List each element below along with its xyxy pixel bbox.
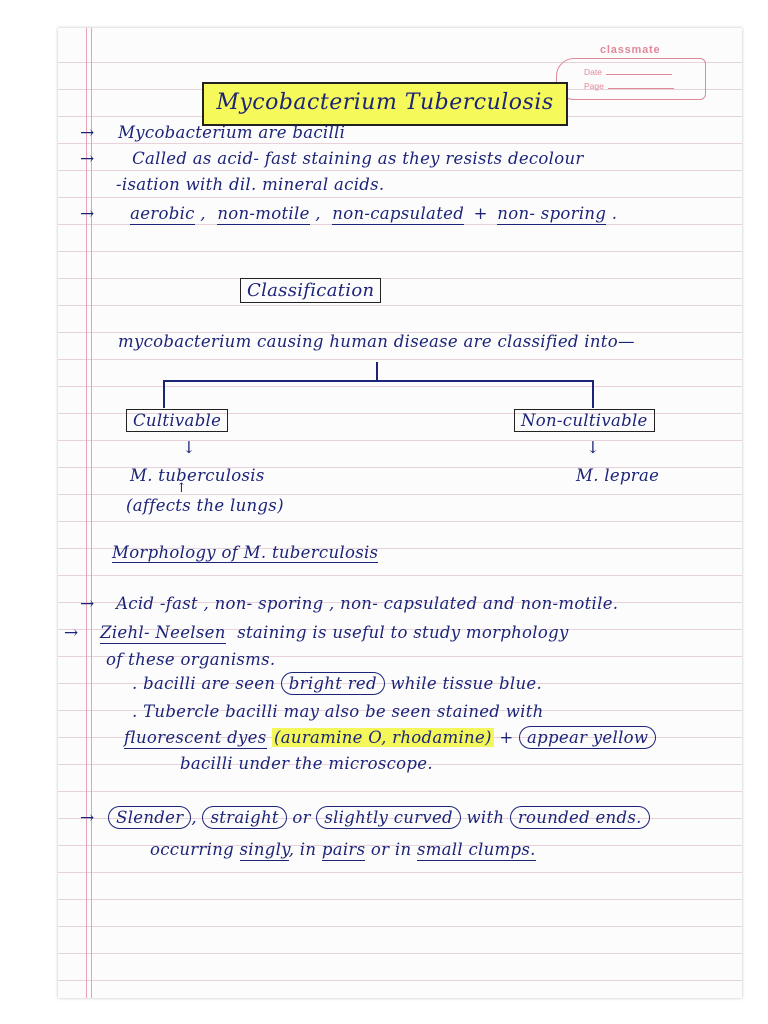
classification-statement: mycobacterium causing human disease are classified into— xyxy=(118,332,635,351)
arrow-icon: → xyxy=(80,149,95,169)
arrow-icon: → xyxy=(80,123,95,143)
stamp-page-label: Page xyxy=(584,81,674,91)
notebook-page xyxy=(58,28,742,998)
tree-branch xyxy=(163,380,593,382)
classification-heading: Classification xyxy=(240,278,381,303)
morphology-line-3: of these organisms. xyxy=(106,650,276,669)
intro-properties-line xyxy=(80,204,617,224)
morphology-line-2-text: staining is useful to study morphology xyxy=(237,623,569,642)
or-in-text: or in xyxy=(370,840,412,859)
property-aerobic: aerobic xyxy=(130,204,195,223)
occurring-line xyxy=(150,840,536,859)
down-arrow-icon: ↓ xyxy=(182,438,197,457)
intro-line-1-text: Mycobacterium are bacilli xyxy=(118,123,346,142)
under-microscope-line: bacilli under the microscope. xyxy=(180,754,433,773)
up-arrow-icon: ↑ xyxy=(176,481,188,496)
stamp-frame xyxy=(556,58,706,100)
morphology-line-1-text: Acid -fast , non- sporing , non- capsulated and non-motile. xyxy=(116,594,619,613)
period: . xyxy=(611,204,618,223)
property-non-capsulated: non-capsulated xyxy=(332,204,465,223)
title-box xyxy=(202,82,568,126)
small-clumps-text: small clumps. xyxy=(416,840,536,859)
singly-text: singly xyxy=(239,840,289,859)
lungs-note: (affects the lungs) xyxy=(126,496,284,515)
arrow-icon: → xyxy=(80,204,95,224)
property-non-sporing: non- sporing xyxy=(497,204,607,223)
bullet-tubercle: . Tubercle bacilli may also be seen stained with xyxy=(132,702,544,721)
comma: , xyxy=(191,808,197,827)
arrow-icon: → xyxy=(64,623,79,643)
with-text: with xyxy=(466,808,505,827)
property-non-motile: non-motile xyxy=(217,204,310,223)
pairs-text: pairs xyxy=(321,840,366,859)
slightly-curved-oval: slightly curved xyxy=(316,806,461,829)
bullet-bright-red xyxy=(132,674,542,693)
or-text: or xyxy=(292,808,311,827)
plus-sign: + xyxy=(499,728,514,747)
fluorescent-dyes: fluorescent dyes xyxy=(124,728,267,747)
morphology-line-2 xyxy=(64,623,569,643)
intro-line-3: -isation with dil. mineral acids. xyxy=(116,175,385,194)
separator: , xyxy=(315,204,321,223)
shape-line xyxy=(80,808,650,828)
ziehl-text: Ziehl xyxy=(100,623,145,642)
bullet-1-text-b: while tissue blue. xyxy=(390,674,543,693)
auramine-rhodamine-highlight: (auramine O, rhodamine) xyxy=(274,728,492,747)
occurring-text: occurring xyxy=(150,840,234,859)
fluorescent-line xyxy=(124,728,656,747)
stamp-brand: classmate xyxy=(600,44,661,56)
morphology-heading: Morphology of M. tuberculosis xyxy=(112,543,379,562)
margin-line-outer xyxy=(86,28,87,998)
classmate-stamp xyxy=(556,40,706,98)
page-title: Mycobacterium Tuberculosis xyxy=(216,90,554,115)
rounded-ends-oval: rounded ends. xyxy=(510,806,650,829)
stamp-date-label: Date xyxy=(584,67,672,77)
neelsen-text: - Neelsen xyxy=(144,623,226,642)
straight-oval: straight xyxy=(202,806,286,829)
bright-red-oval: bright red xyxy=(281,672,385,695)
down-arrow-icon: ↓ xyxy=(586,438,601,457)
bullet-1-text-a: . bacilli are seen xyxy=(132,674,276,693)
arrow-icon: → xyxy=(80,594,95,614)
cultivable-box: Cultivable xyxy=(126,409,228,432)
in-text: , in xyxy=(288,840,317,859)
appear-yellow-oval: appear yellow xyxy=(519,726,656,749)
arrow-icon: → xyxy=(80,808,95,828)
plus-sign: + xyxy=(473,204,488,223)
species-m-tuberculosis: M. tuberculosis xyxy=(130,466,265,485)
tree-stem xyxy=(376,362,378,380)
margin-line-inner xyxy=(91,28,92,998)
slender-oval: Slender xyxy=(108,806,191,829)
tree-left-drop xyxy=(163,380,165,408)
non-cultivable-box: Non-cultivable xyxy=(514,409,655,432)
intro-line-1 xyxy=(80,123,345,143)
species-m-leprae: M. leprae xyxy=(576,466,660,485)
intro-line-2 xyxy=(80,149,584,169)
tree-right-drop xyxy=(592,380,594,408)
separator: , xyxy=(200,204,206,223)
morphology-line-1 xyxy=(80,594,618,614)
intro-line-2-text: Called as acid- fast staining as they resists decolour xyxy=(132,149,584,168)
